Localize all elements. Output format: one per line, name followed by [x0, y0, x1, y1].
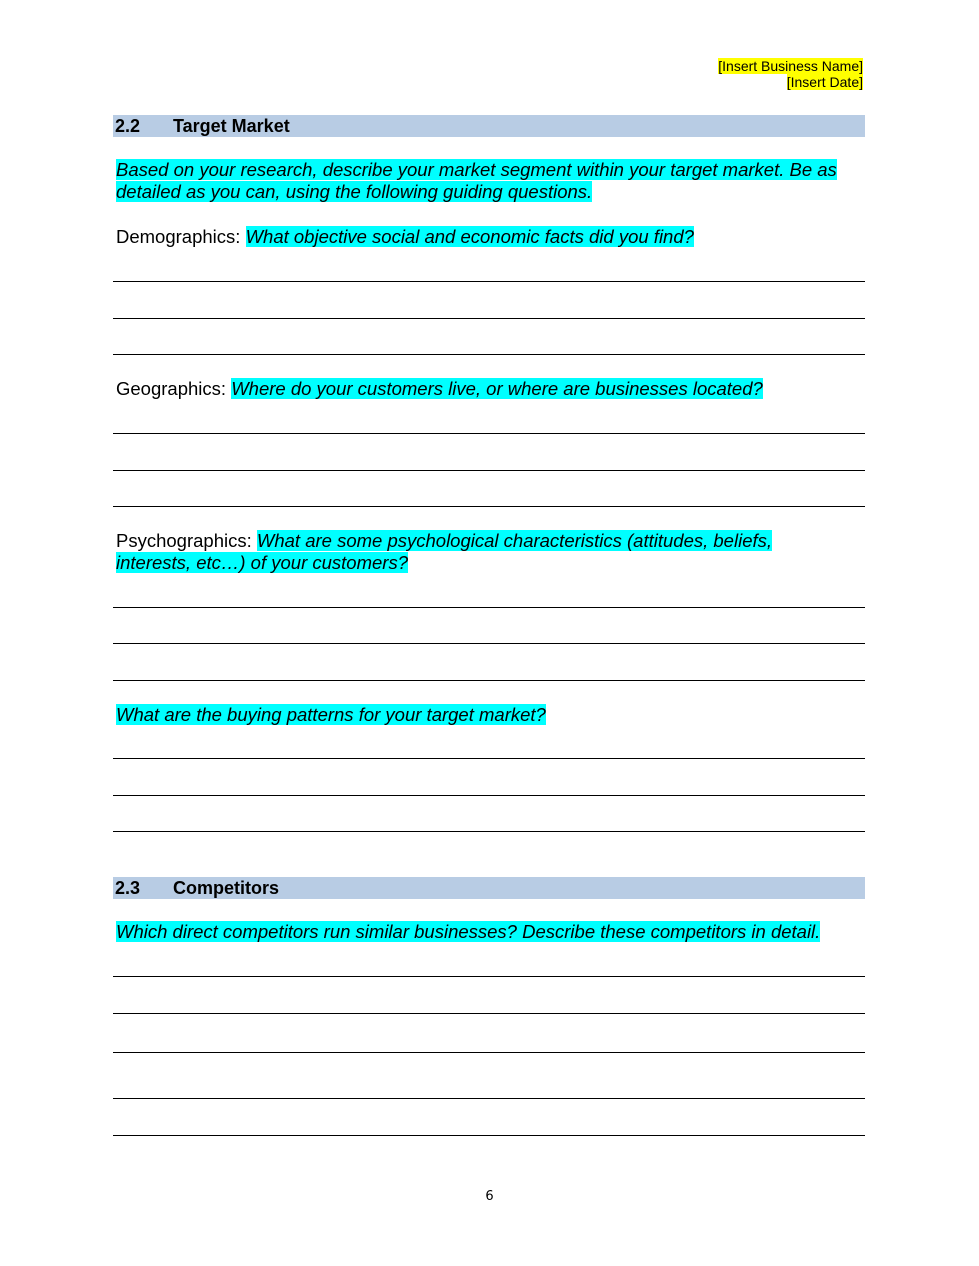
geographics-label: Geographics:: [116, 378, 232, 399]
demographics-prompt: What objective social and economic facts did you find?: [245, 226, 694, 247]
target-market-intro: [116, 159, 866, 203]
psychographics-question: [116, 530, 816, 574]
business-name-placeholder: [Insert Business Name]: [718, 58, 863, 74]
answer-line[interactable]: [113, 1013, 865, 1014]
answer-line[interactable]: [113, 607, 865, 608]
section-number: 2.2: [115, 116, 141, 136]
demographics-question: [116, 226, 866, 248]
answer-line[interactable]: [113, 354, 865, 355]
answer-line[interactable]: [113, 680, 865, 681]
competitors-question: [116, 921, 866, 943]
answer-line[interactable]: [113, 318, 865, 319]
psychographics-prompt: What are some psychological characteristics (attitudes, beliefs, interests, etc…) of your customers?: [116, 530, 773, 573]
section-title: Competitors: [173, 878, 280, 898]
psychographics-label: Psychographics:: [116, 530, 257, 551]
competitors-prompt: Which direct competitors run similar businesses? Describe these competitors in detail.: [116, 921, 821, 942]
geographics-prompt: Where do your customers live, or where are businesses located?: [231, 378, 763, 399]
geographics-question: [116, 378, 866, 400]
demographics-label: Demographics:: [116, 226, 246, 247]
document-header: [718, 58, 863, 90]
answer-line[interactable]: [113, 281, 865, 282]
answer-line[interactable]: [113, 1135, 865, 1136]
answer-line[interactable]: [113, 1052, 865, 1053]
answer-line[interactable]: [113, 433, 865, 434]
section-title: Target Market: [173, 116, 290, 136]
answer-line[interactable]: [113, 758, 865, 759]
page-number: 6: [485, 1189, 494, 1204]
answer-line[interactable]: [113, 506, 865, 507]
date-placeholder: [Insert Date]: [786, 74, 863, 90]
buying-patterns-question: [116, 704, 866, 726]
answer-line[interactable]: [113, 831, 865, 832]
answer-line[interactable]: [113, 1098, 865, 1099]
answer-line[interactable]: [113, 470, 865, 471]
section-heading-competitors: [113, 877, 865, 899]
buying-patterns-prompt: What are the buying patterns for your target market?: [116, 704, 546, 725]
answer-line[interactable]: [113, 643, 865, 644]
section-heading-target-market: [113, 115, 865, 137]
section-number: 2.3: [115, 878, 141, 898]
intro-prompt: Based on your research, describe your market segment within your target market. Be as detailed as you can, using the following guiding questions.: [116, 159, 837, 202]
answer-line[interactable]: [113, 976, 865, 977]
answer-line[interactable]: [113, 795, 865, 796]
